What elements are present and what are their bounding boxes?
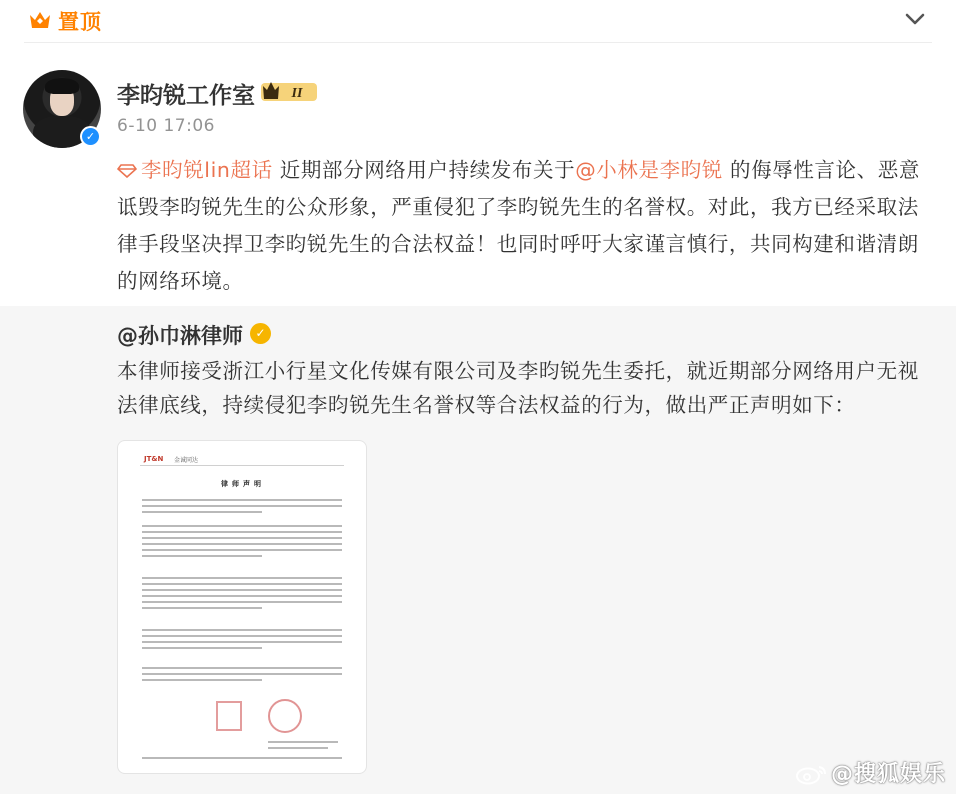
watermark-text: @搜狐娱乐 xyxy=(830,762,946,787)
document-image[interactable] xyxy=(117,440,367,774)
doc-text-line xyxy=(142,673,342,675)
doc-text-line xyxy=(142,549,342,551)
weibo-logo-icon xyxy=(795,763,829,785)
doc-text-line xyxy=(142,505,342,507)
rank-badge-icon[interactable] xyxy=(261,80,317,102)
doc-text-line xyxy=(142,601,342,603)
doc-text-line xyxy=(142,543,342,545)
doc-text-line xyxy=(142,667,342,669)
pinned-label: 置顶 xyxy=(58,10,102,34)
doc-logo-cn: 金诚同达 xyxy=(174,457,199,464)
doc-text-line xyxy=(142,647,262,649)
rank-badge-text: II xyxy=(291,86,303,101)
post-text xyxy=(117,152,927,300)
doc-seal xyxy=(268,699,302,733)
doc-text-line xyxy=(142,499,342,501)
repost-text: 本律师接受浙江小行星文化传媒有限公司及李昀锐先生委托，就近期部分网络用户无视法律底线，持续侵犯李昀锐先生名誉权等合法权益的行为，做出严正声明如下： xyxy=(117,359,919,417)
repost-author[interactable]: @孙巾淋律师 xyxy=(117,324,243,348)
doc-logo: JT&N xyxy=(144,455,164,463)
mention-link[interactable]: @小林是李昀锐 xyxy=(575,158,723,182)
author-name[interactable]: 李昀锐工作室 xyxy=(117,83,255,109)
doc-text-line xyxy=(142,537,342,539)
header-divider xyxy=(24,42,932,43)
doc-text-line xyxy=(142,595,342,597)
post-time: 6-10 17:06 xyxy=(117,116,215,136)
verified-gold-icon: ✓ xyxy=(250,323,271,344)
doc-text-line xyxy=(268,747,328,749)
doc-text-line xyxy=(142,525,342,527)
doc-title: 律师声明 xyxy=(221,480,265,488)
doc-text-line xyxy=(142,629,342,631)
topic-link[interactable] xyxy=(117,158,273,182)
doc-text-line xyxy=(142,757,342,759)
doc-stamp xyxy=(216,701,242,731)
repost-block[interactable] xyxy=(0,306,956,794)
verified-blue-icon: ✓ xyxy=(80,126,101,147)
pinned-header xyxy=(0,0,956,44)
doc-text-line xyxy=(142,589,342,591)
doc-text-line xyxy=(142,531,342,533)
watermark xyxy=(795,757,946,788)
doc-header-rule xyxy=(140,465,344,466)
doc-text-line xyxy=(142,577,342,579)
doc-text-line xyxy=(142,607,262,609)
doc-text-line xyxy=(142,635,342,637)
doc-text-line xyxy=(142,679,262,681)
avatar-hair xyxy=(45,78,79,94)
crown-icon xyxy=(28,9,52,31)
diamond-icon xyxy=(117,164,137,178)
doc-text-line xyxy=(142,511,262,513)
post-text-part-2: 的侮辱性言论、恶意诋毁李昀锐先生的公众形象，严重侵犯了李昀锐先生的名誉权。对此，我方已经采取法律手段坚决捍卫李昀锐先生的合法权益！也同时呼吁大家谨言慎行，共同构建和谐清朗的网络环境。 xyxy=(117,158,920,293)
chevron-down-icon[interactable] xyxy=(902,8,928,30)
doc-text-line xyxy=(142,641,342,643)
doc-text-line xyxy=(268,741,338,743)
topic-label: 李昀锐lin超话 xyxy=(141,158,273,182)
doc-text-line xyxy=(142,583,342,585)
doc-text-line xyxy=(142,555,262,557)
post-text-part-1: 近期部分网络用户持续发布关于 xyxy=(272,158,576,182)
